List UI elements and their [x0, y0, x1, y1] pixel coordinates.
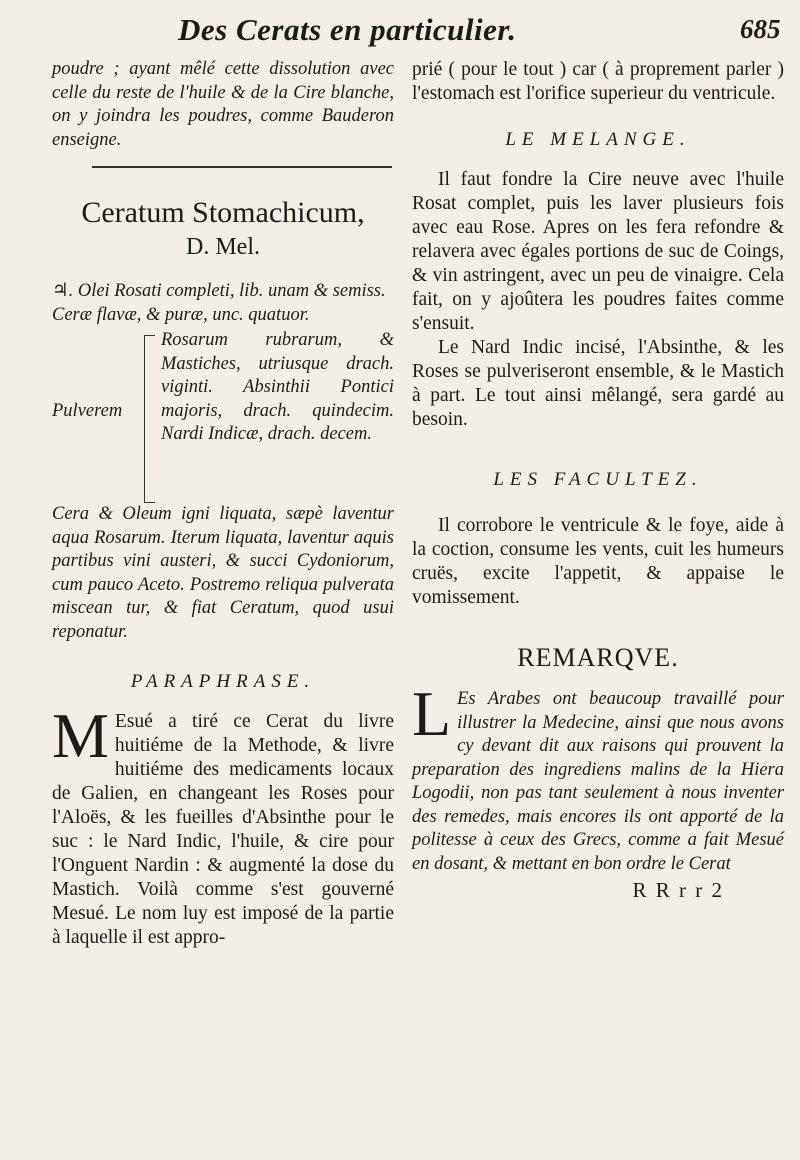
facultez-paragraph: Il corrobore le ventricule & le foye, aide à la coction, consume les vents, cuit les humeurs cruës, excite l'appetit, & appaise le vomissement. — [412, 515, 784, 608]
paraphrase-body — [52, 700, 394, 950]
recipe-heading — [52, 196, 394, 264]
paraphrase-heading: PARAPHRASE. — [130, 671, 316, 692]
running-title: Des Cerats en particulier. — [178, 12, 517, 47]
right-column — [412, 58, 784, 903]
recipe-instructions: Cera & Oleum igni liquata, sæpè laventur aqua Rosarum. Iterum liquata, laventur aquis partibus vini austeri, & succi Cydoniorum, cum pauco Aceto. Postremo reliqua pulverata miscean tur, & fiat Ceratum, quod usui reponatur. — [52, 504, 394, 642]
bracket-mark — [144, 335, 155, 503]
page-number: 685 — [740, 14, 781, 44]
pulverem-label: Pulverem — [52, 401, 123, 421]
remarque-heading: REMARQVE. — [517, 643, 679, 672]
remarque-body — [412, 678, 784, 876]
left-column — [52, 58, 394, 950]
remarque-text: Es Arabes ont beaucoup travaillé pour illustrer la Medecine, ainsi que nous avons cy devant dit aux raisons qui prouvent la preparation des ingrediens malins de la Hiera Logodii, non pas tant seulement à nous inventer des remedes, mais encores ils ont apporté de la politesse à ceux des Grecs, comme a fait Mesué en dosant, & mettant en bon ordre le Cerat — [412, 689, 784, 874]
recipe-author: D. Mel. — [186, 234, 260, 260]
recipe-title: Ceratum Stomachicum, — [81, 196, 365, 229]
right-intro: prié ( pour le tout ) car ( à proprement parler ) l'estomach est l'orifice superieur du ventricule. — [412, 59, 784, 104]
divider-rule — [92, 166, 392, 168]
remarque-dropcap: L — [412, 678, 452, 749]
melange-heading: LE MELANGE. — [505, 129, 691, 150]
paraphrase-text: Esué a tiré ce Cerat du livre huitiéme de la Methode, & livre huitiéme des medicaments locaux de Galien, en changeant les Roses pour l'Aloës, & les fueilles d'Absinthe pour le suc : le Nard Indic, l'huile, & cire pour l'Onguent Nardin : & augmenté la dose du Mastich. Voilà comme s'est gouverné Mesué. Le nom luy est imposé de la partie à laquelle il est appro- — [52, 711, 394, 948]
facultez-heading: LES FACULTEZ. — [493, 469, 703, 490]
powder-bracket — [52, 329, 394, 503]
paraphrase-dropcap: M — [52, 700, 109, 771]
signature-mark: R R r r 2 — [632, 878, 724, 902]
melange-paragraph-2: Le Nard Indic incisé, l'Absinthe, & les Roses se pulveriseront ensemble, & le Mastich à part. Le tout ainsi mêlangé, sera gardé au besoin. — [412, 337, 784, 430]
melange-paragraph-1: Il faut fondre la Cire neuve avec l'huile Rosat complet, puis les laver plusieurs fois avec eau Rose. Apres on les fera refondre & relavera avec égales portions de suc de Coings, & vin astringent, avec un peu de vinaigre. Cela fait, on y ajoûtera les poudres faites comme s'ensuit. — [412, 169, 784, 334]
recipe-line-oil: ♃. Olei Rosati completi, lib. unam & semiss. — [52, 281, 386, 301]
recipe-line-wax: Ceræ flavæ, & puræ, unc. quatuor. — [52, 304, 310, 325]
left-intro: poudre ; ayant mêlé cette dissolution avec celle du reste de l'huile & de la Cire blanche, on y joindra les poudres, comme Bauderon enseigne. — [52, 59, 394, 150]
powder-ingredients: Rosarum rubrarum, & Mastiches, utriusque drach. viginti. Absinthii Pontici majoris, drach. quindecim. Nardi Indicæ, drach. decem. — [161, 330, 394, 444]
running-header — [0, 12, 800, 52]
